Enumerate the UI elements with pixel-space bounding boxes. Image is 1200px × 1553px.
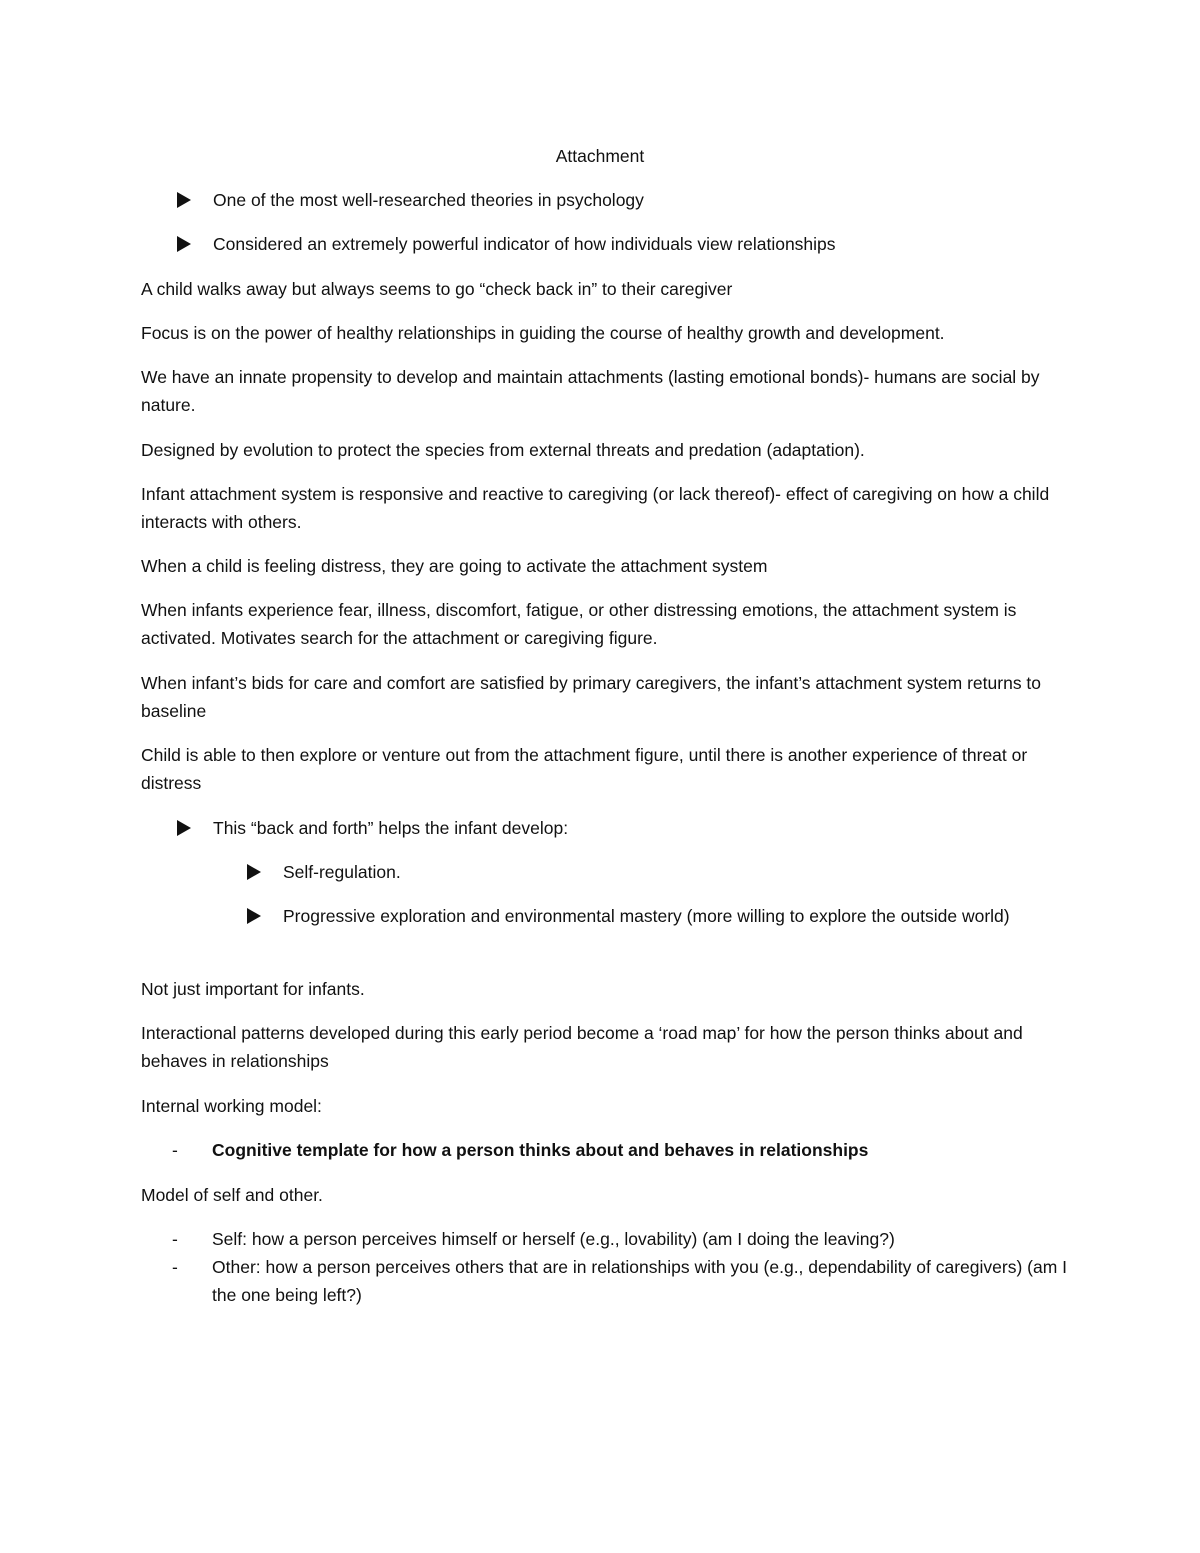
dash-item: - Self: how a person perceives himself or herself (e.g., lovability) (am I doing the leaving?) xyxy=(172,1225,1072,1253)
dash-marker: - xyxy=(172,1140,178,1160)
paragraph: Focus is on the power of healthy relationships in guiding the course of healthy growth and development. xyxy=(141,323,945,343)
paragraph: When infant’s bids for care and comfort are satisfied by primary caregivers, the infant’s attachment system returns to baseline xyxy=(141,673,1042,721)
paragraph: Interactional patterns developed during this early period become a ‘road map’ for how the person thinks about and behaves in relationships xyxy=(141,1023,1023,1071)
paragraph: Internal working model: xyxy=(141,1096,322,1116)
arrow-bullet-icon xyxy=(247,908,261,924)
dash-marker: - xyxy=(172,1257,178,1277)
arrow-bullet-icon xyxy=(177,192,191,208)
paragraph: We have an innate propensity to develop and maintain attachments (lasting emotional bonds)- humans are social by nature. xyxy=(141,367,1040,415)
paragraph: Not just important for infants. xyxy=(141,979,365,999)
paragraph: When infants experience fear, illness, discomfort, fatigue, or other distressing emotions, the attachment system is activated. Motivates search for the attachment or caregiving figure. xyxy=(141,600,1017,648)
dash-item: - Other: how a person perceives others that are in relationships with you (e.g., dependability of caregivers) (am I the one being left?) xyxy=(172,1253,1072,1309)
sub-bullet-item: Self-regulation. xyxy=(247,858,1067,886)
bullet-item: Considered an extremely powerful indicator of how individuals view relationships xyxy=(177,230,1067,258)
paragraph: When a child is feeling distress, they are going to activate the attachment system xyxy=(141,556,768,576)
arrow-bullet-icon xyxy=(177,820,191,836)
dash-marker: - xyxy=(172,1229,178,1249)
arrow-bullet-icon xyxy=(177,236,191,252)
paragraph: Model of self and other. xyxy=(141,1185,323,1205)
paragraph: Designed by evolution to protect the species from external threats and predation (adaptation). xyxy=(141,440,865,460)
paragraph: Infant attachment system is responsive and reactive to caregiving (or lack thereof)- effect of caregiving on how a child interacts with others. xyxy=(141,484,1050,532)
arrow-bullet-icon xyxy=(247,864,261,880)
sub-bullet-item: Progressive exploration and environmental mastery (more willing to explore the outside world) xyxy=(247,902,1067,930)
bullet-item: This “back and forth” helps the infant develop: xyxy=(177,814,1067,842)
paragraph: A child walks away but always seems to go “check back in” to their caregiver xyxy=(141,279,733,299)
paragraph: Child is able to then explore or venture out from the attachment figure, until there is another experience of threat or distress xyxy=(141,745,1028,793)
document-title: Attachment xyxy=(555,146,645,166)
dash-item: - Cognitive template for how a person thinks about and behaves in relationships xyxy=(172,1136,1072,1164)
bullet-item: One of the most well-researched theories in psychology xyxy=(177,186,1067,214)
